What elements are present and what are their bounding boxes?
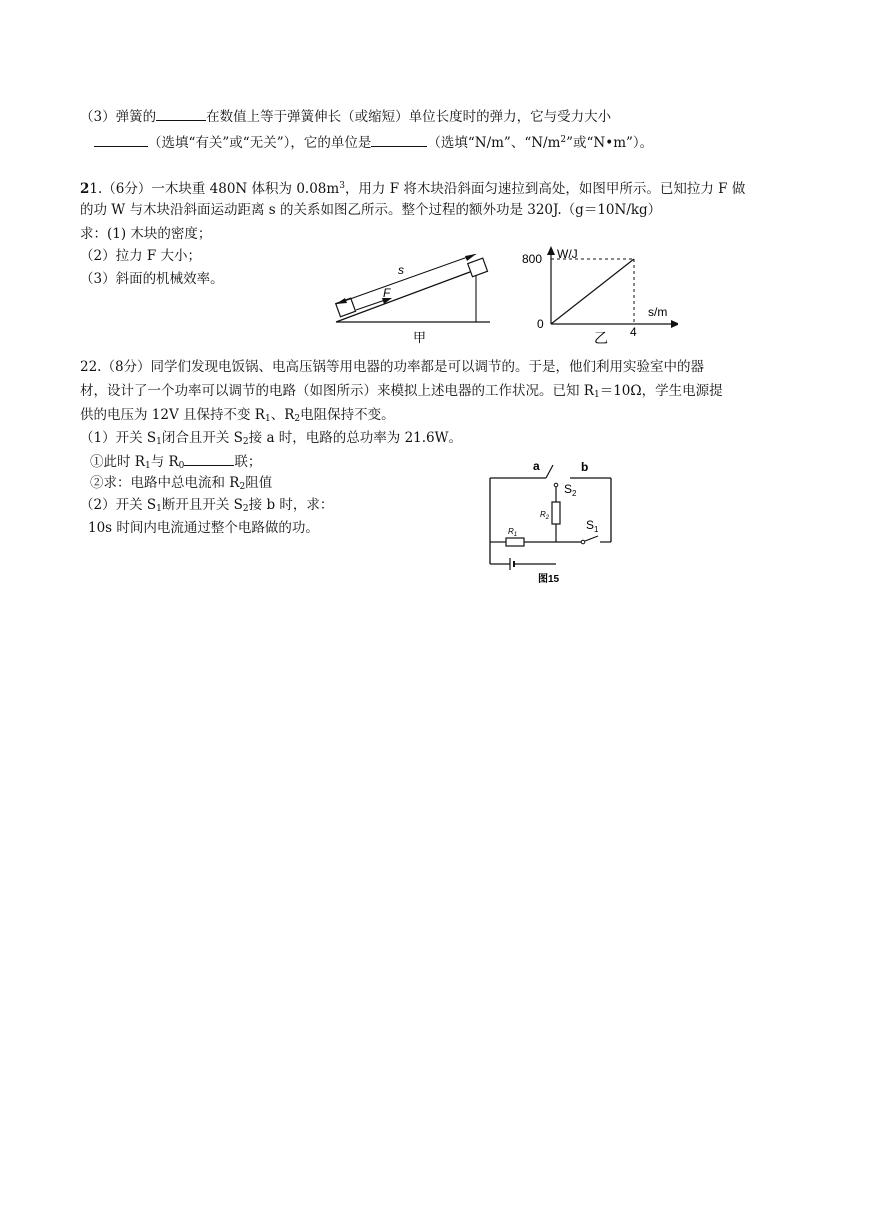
s-label: s [398, 263, 404, 277]
resistor-r1 [506, 538, 524, 546]
q22-line3: 供的电压为 12V 且保持不变 $R_1$、$R_2$电阻保持不变。 [80, 407, 395, 424]
q20-part3-line1: （3）弹簧的 在数值上等于弹簧伸长（或缩短）单位长度时的弹力，它与受力大小 [80, 106, 611, 127]
x-tick-4: 4 [630, 325, 637, 339]
wooden-block-top [468, 258, 488, 277]
y-axis-label: W/J [557, 247, 578, 261]
answer-blank-2[interactable] [94, 132, 148, 147]
r1-label: $R_1$ [508, 527, 518, 538]
q21-question3: （3）斜面的机械效率。 [80, 271, 224, 287]
q21-question1: 求：(1) 木块的密度； [80, 226, 212, 242]
q22-part2-line2: 10s 时间内电流通过整个电路做的功。 [88, 520, 319, 536]
answer-blank-3[interactable] [371, 132, 427, 147]
incline-figure [326, 254, 496, 344]
q22-line1: 22.（8分）同学们发现电饭锅、电高压锅等用电器的功率都是可以调节的。于是，他们利用实验室中的器 [80, 359, 705, 375]
q21-line2: 的功 W 与木块沿斜面运动距离 s 的关系如图乙所示。整个过程的额外功是 320J.（g＝10N/kg） [80, 202, 662, 218]
f-label: F [383, 286, 391, 300]
terminal-a-label: a [533, 459, 540, 473]
work-distance-graph [518, 246, 678, 346]
q20-part3-line2: （选填“有关”或“无关”），它的单位是 （选填“N/m”、“$N/m^2$”或“N•m”）。 [94, 130, 653, 153]
figure-b-caption: 乙 [594, 330, 608, 346]
figure-caption: 图15 [538, 574, 560, 585]
origin-label: 0 [537, 317, 544, 331]
circuit-diagram [484, 458, 624, 588]
q22-part1-sub1: ①此时 $R_1$与 $R_0$ 联； [90, 451, 261, 476]
terminal-b-label: b [581, 460, 589, 474]
x-axis-label: s/m [648, 305, 668, 319]
answer-blank-4[interactable] [184, 451, 234, 466]
figure-a-caption: 甲 [413, 330, 427, 344]
y-tick-800: 800 [522, 252, 543, 266]
answer-blank-1[interactable] [156, 106, 206, 121]
s2-label: $S_2$ [564, 482, 577, 498]
q21-question2: （2）拉力 F 大小； [80, 248, 202, 264]
r2-label: $R_2$ [540, 510, 550, 521]
q22-part1-sub2: ②求：电路中总电流和 $R_2$阻值 [90, 475, 273, 492]
s1-label: $S_1$ [586, 518, 599, 534]
q21-line1: 21.（6分）一木块重 480N 体积为 $0.08m^3$，用力 F 将木块沿斜面匀速拉到高处，如图甲所示。已知拉力 F 做 [80, 181, 746, 197]
resistor-r2 [552, 502, 560, 524]
q22-part2: （2）开关 $S_1$断开且开关 $S_2$接 b 时，求： [80, 497, 334, 514]
q22-line2: 材，设计了一个功率可以调节的电路（如图所示）来模拟上述电器的工作状况。已知 $R_1=10\Omega$，学生电源提 [80, 383, 723, 400]
q22-part1: （1）开关 $S_1$闭合且开关 $S_2$接 a 时，电路的总功率为 21.6W。 [80, 430, 463, 447]
